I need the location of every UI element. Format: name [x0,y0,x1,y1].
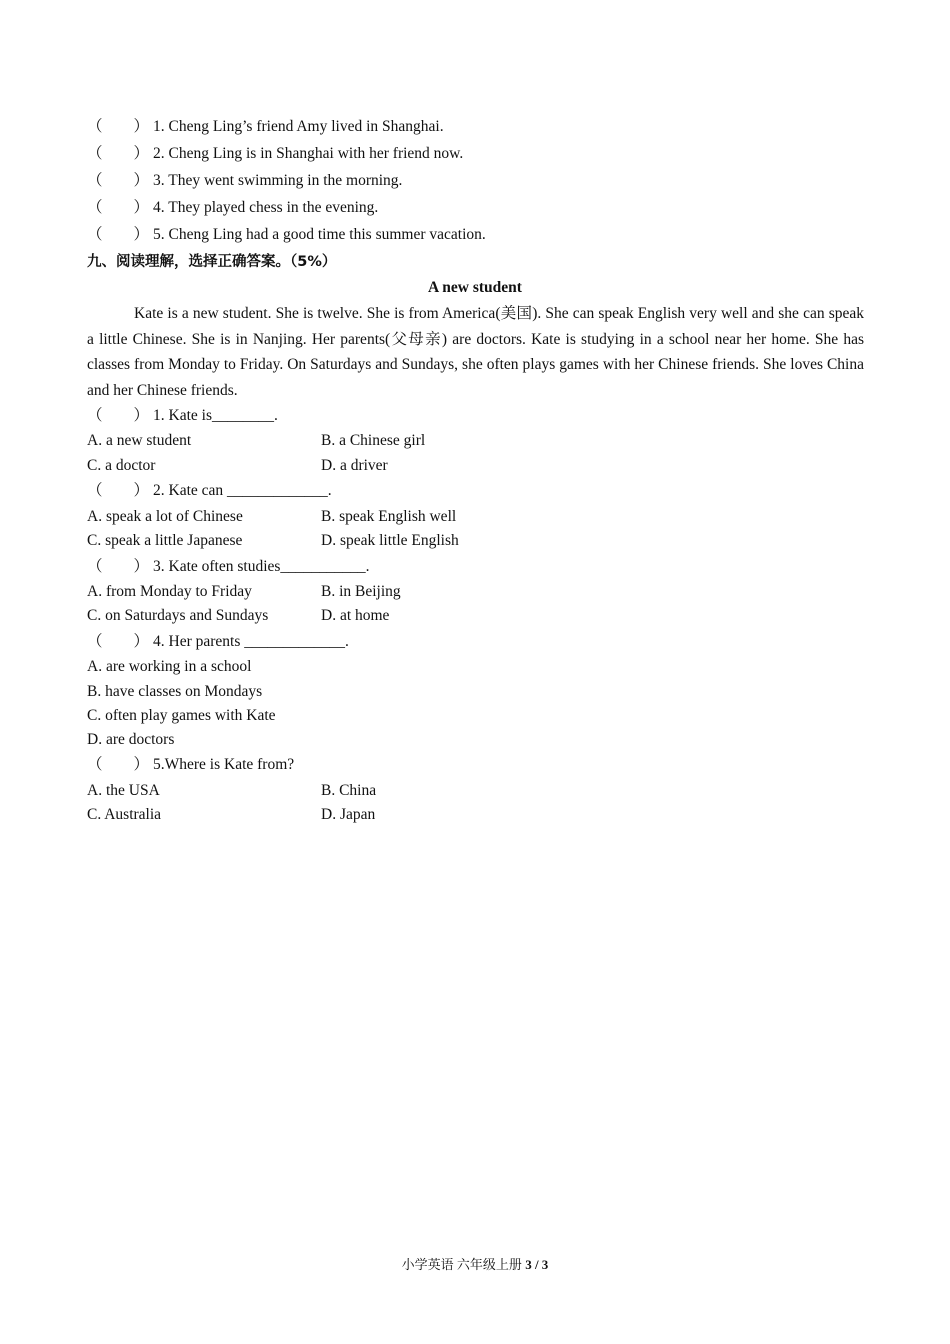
question-3-options-cd [87,606,389,626]
option-a: A. are working in a school [87,658,252,675]
tf-item-text: 4. They played chess in the evening. [153,199,379,216]
answer-blank: （ ） [87,633,150,650]
passage-title: A new student [428,279,522,296]
question-2-options-ab [87,507,456,527]
tf-item-text: 3. They went swimming in the morning. [153,172,403,189]
question-5-options-ab [87,781,376,801]
answer-blank: （ ） [87,226,150,243]
option-a: A. speak a lot of Chinese [87,508,243,525]
option-d: D. speak little English [321,532,459,549]
section-heading: 九、阅读理解，选择正确答案。（5%） [87,254,337,270]
question-2-options-cd [87,531,459,551]
answer-blank: （ ） [87,118,150,135]
question-1-options-cd [87,456,388,476]
question-5-stem [87,755,294,775]
option-b: B. a Chinese girl [321,432,426,449]
tf-item-4 [87,198,378,218]
option-c: C. on Saturdays and Sundays [87,607,269,624]
page-number: 3 / 3 [525,1257,549,1272]
question-3-stem [87,557,370,577]
option-a: A. from Monday to Friday [87,583,252,600]
tf-item-text: 5. Cheng Ling had a good time this summer vacation. [153,226,486,243]
option-c: C. a doctor [87,457,156,474]
answer-blank: （ ） [87,558,150,575]
option-d: D. Japan [321,806,376,823]
passage-text: Kate is a new student. She is twelve. She is from America(美国). She can speak English very well and she can speak a little Chinese. She is in Nanjing. Her parents(父母亲) are doctors. Kate is studying in a school near her home. She has classes from Monday to Friday. On Saturdays and Sundays, she often plays games with her Chinese friends. She loves China and her Chinese friends. [87,305,864,399]
question-text: 2. Kate can _____________. [153,482,332,499]
page-footer [0,1255,950,1275]
option-d: D. at home [321,607,390,624]
question-text: 1. Kate is________. [153,407,278,424]
tf-item-text: 2. Cheng Ling is in Shanghai with her friend now. [153,145,464,162]
question-text: 4. Her parents _____________. [153,633,349,650]
option-b: B. in Beijing [321,583,401,600]
answer-blank: （ ） [87,756,150,773]
tf-item-5 [87,225,486,245]
option-b: B. speak English well [321,508,457,525]
answer-blank: （ ） [87,482,150,499]
answer-blank: （ ） [87,407,150,424]
question-5-options-cd [87,805,375,825]
option-a: A. a new student [87,432,192,449]
question-4-stem [87,632,349,652]
option-a: A. the USA [87,782,160,799]
answer-blank: （ ） [87,172,150,189]
option-b: B. China [321,782,377,799]
option-d: D. a driver [321,457,388,474]
tf-item-2 [87,144,463,164]
answer-blank: （ ） [87,199,150,216]
answer-blank: （ ） [87,145,150,162]
footer-label: 小学英语 六年级上册 [401,1257,522,1272]
option-b: B. have classes on Mondays [87,683,263,700]
option-c: C. often play games with Kate [87,707,276,724]
question-1-stem [87,406,278,426]
question-3-options-ab [87,582,401,602]
tf-item-1 [87,117,444,137]
question-text: 3. Kate often studies___________. [153,558,370,575]
question-text: 5.Where is Kate from? [153,756,295,773]
option-d: D. are doctors [87,731,175,748]
tf-item-text: 1. Cheng Ling’s friend Amy lived in Shanghai. [153,118,444,135]
option-c: C. speak a little Japanese [87,532,243,549]
tf-item-3 [87,171,402,191]
question-2-stem [87,481,332,501]
option-c: C. Australia [87,806,162,823]
question-1-options-ab [87,431,425,451]
